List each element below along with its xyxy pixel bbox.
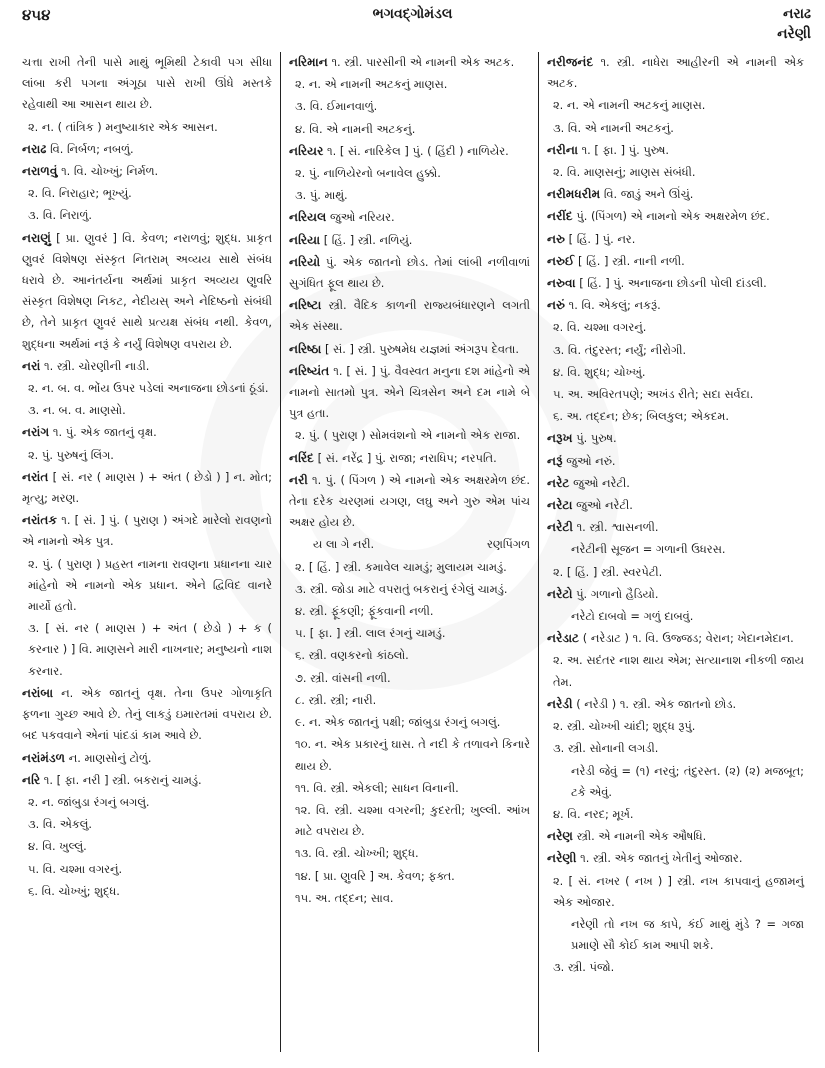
sense-line [547,716,804,737]
usage-example [547,606,804,627]
sense-line [289,601,530,622]
sense-text: ૨. પું. ( પુરાણ ) સોમવંશનો એ નામનો એક રાજા. [295,428,521,443]
example-text: નરેણી તો નખ જ કાપે, કંઈ માથું મુંડે ? = ગજા પ્રમાણે સૌ કોઈ કામ આપી શકે. [571,916,804,953]
definition-text: જુઓ નરેટી. [576,498,633,513]
sense-line [289,163,530,184]
sense-text: ૧૨. વિ. સ્ત્રી. ચશ્મા વગરની; કુદરતી; ખુલ્લી. આંખ માટે વપરાય છે. [295,802,530,839]
headword: નરીજનંદ [547,55,594,69]
sense-line [289,579,530,600]
dictionary-entry [22,510,272,552]
definition-text: ૧. વિ. ચોખ્ખું; નિર્મળ. [61,164,159,179]
definition-text: જુઓ નરું. [566,453,616,468]
headword: નરેટા [547,498,573,513]
sense-text: ૩. [ સં. નર ( માણસ ) + અંત ( છેડો ) + ક ( કરનાર ) ] વિ. માણસને મારી નાખનાર; મનુષ્યનો નાશ કરનાર. [28,621,272,678]
headword: નરીમધરીમ [547,187,601,202]
headword: નરીંદ [547,209,573,224]
dictionary-entry [289,252,530,294]
definition-text: સ્ત્રી. એ નામની એક ઔષધિ. [576,829,707,844]
dictionary-entry [547,295,804,316]
headword: નરાંત [22,469,49,484]
example-text: નરેટો દાબવો = ગળું દાબવું. [571,609,694,624]
sense-line [547,871,804,913]
dictionary-entry [289,141,530,162]
headword: નરાંમંડળ [22,750,66,765]
dictionary-entry [547,495,804,516]
dictionary-columns [22,52,812,1052]
sense-line [547,362,804,383]
definition-text: [ સં. નરેંદ્ર ] પું. રાજા; નરાધિપ; નરપતિ. [317,450,497,465]
headword: નરું [547,298,566,313]
dictionary-entry [22,228,272,355]
dictionary-entry [22,467,272,509]
sense-line [547,738,804,759]
sense-text: ૨. વિ. માણસનું; માણસ સંબંધી. [553,165,696,180]
sense-text: ૨. પું. પુરુષનું લિંગ. [28,447,114,462]
dictionary-entry [289,295,530,337]
sense-line [289,623,530,644]
sense-text: ૨. ન. જાંબુડા રંગનું બગલું. [28,794,150,809]
dictionary-entry [547,140,804,161]
sense-text: ૩. ન. બ. વ. માણસો. [28,403,126,418]
definition-text: પું. ગળાનો હૈડિયો. [576,586,659,601]
dictionary-entry [547,184,804,205]
headword: નરેટો [547,586,573,601]
definition-text: ન. માણસોનું ટોળું. [68,750,152,765]
headword: નરેડાટ [547,631,580,646]
sense-line [22,859,272,880]
guide-word-last: નરેણી [777,26,811,42]
dictionary-entry [547,848,804,869]
dictionary-entry [547,826,804,847]
definition-text: ૧. સ્ત્રી. ચોરણીની નાડી. [44,358,150,373]
definition-text: વિ. નિર્બળ; નબળું. [50,141,134,156]
sense-line [547,957,804,978]
sense-text: ૧૫. અ. તદ્દન; સાવ. [295,890,394,905]
sense-text: ૨. ન. બ. વ. ભોંય ઉપર પડેલાં અનાજના છોડનાં ઠૂંડાં. [28,381,269,396]
sense-line [22,378,272,399]
headword: નરેડી [547,696,573,711]
dictionary-entry [22,748,272,769]
definition-text: પું. પુરુષ. [576,431,617,446]
sense-line [22,836,272,857]
dictionary-entry [22,161,272,182]
continued-text: ચત્તા રાખી તેની પાસે માથું ભૂમિથી ટેકાવી પગ સીધા લાંબા કરી પગના અંગૂઠા પાસે રાખી ઊંધે મસ્તકે રહેવાથી આ આસન થાય છે. [22,55,272,112]
dictionary-entry [289,339,530,360]
sense-text: ૪. સ્ત્રી. ફૂંકણી; ફૂંકવાની નળી. [295,604,434,619]
definition-text: ૧. [ સં. ] પું. ( પુરાણ ) અંગદે મારેલો રાવણનો એ નામનો એક પુત્ર. [22,513,272,549]
dictionary-entry [289,230,530,251]
definition-text: જુઓ નરેટી. [573,475,630,490]
sense-line [289,96,530,117]
sense-text: ૨. અ. સદંતર નાશ થાય એમ; સત્યાનાશ નીકળી જાય તેમ. [553,653,804,689]
headword: નરિ [22,772,41,787]
dictionary-entry [547,273,804,294]
sense-text: ૬. વિ. ચોખ્ખું; શુદ્ધ. [28,883,120,898]
sense-text: ૬. સ્ત્રી. વણકરનો કાંઠલો. [295,648,409,663]
sense-line [547,317,804,338]
sense-line [22,445,272,466]
headword: નરુવા [547,276,576,291]
dictionary-entry [22,683,272,747]
headword: નરાંતક [22,513,58,528]
dictionary-entry [547,52,804,94]
definition-text: સ્ત્રી. વૈદિક કાળની રાજ્યબંધારણને લગતી એક સંસ્થા. [289,298,531,334]
definition-text: ૧. [ સં. નારિકેલ ] પું. ( હિંદી ) નાળિયેર. [327,143,509,158]
definition-text: ૧. [ ફા. ] પું. પુરુષ. [581,142,670,157]
headword: નરેણી [547,851,577,866]
headword: નરિંદ [289,450,314,465]
headword: નરિષ્યંત [289,363,330,378]
headword: નરુઈ [547,253,575,268]
usage-example [547,914,804,956]
example-text: નરેટીની સૂજન = ગળાની ઉધરસ. [571,542,726,557]
sense-line [547,118,804,139]
sense-text: ૫. અ. અવિરતપણે; અખંડ રીતે; સદા સર્વદા. [553,387,754,402]
definition-text: પું. (પિંગળ) એ નામનો એક અક્ષરમેળ છંદ. [576,209,770,224]
sense-text: ૨. ન. એ નામની અટકનું માણસ. [553,98,706,113]
sense-text: ૬. અ. તદ્દન; છેક; બિલકુલ; એકદમ. [553,409,729,424]
headword: નરિયો [289,254,321,269]
definition-text: ( નરેડી ) ૧. સ્ત્રી. એક જાતનો છોડ. [576,696,737,711]
sense-text: ૨. વિ. ચશ્મા વગરનું. [553,320,647,335]
sense-line [547,562,804,583]
sense-line [22,554,272,618]
sense-text: ૪. વિ. નરદ; મૂર્ખ. [553,806,634,821]
sense-text: ૨. ન. ( તાંત્રિક ) મનુષ્યાકાર એક આસન. [28,119,218,134]
headword: નરેટ [547,475,570,490]
sense-text: ૨. વિ. નિરાહાર; ભૂખ્યું. [28,186,132,201]
definition-text: [ સં. ] સ્ત્રી. પુરુષમેધ યજ્ઞમાં અંગરૂપ દેવતા. [324,341,519,356]
headword: નરિષ્ટા [289,298,322,313]
headword: નરાળવું [22,164,58,179]
sense-text: ૧૪. [ પ્રા. ણુવરિ ] અ. કેવળ; ફક્ત. [295,868,455,883]
dictionary-entry [547,694,804,715]
column-2 [280,52,538,1052]
headword: નરાણું [22,230,51,245]
sense-line [22,814,272,835]
guide-word-first: નરાઢ [782,6,811,22]
headword: નરિયર [289,143,324,158]
sense-text: ૩. સ્ત્રી. સોનાની લગડી. [553,741,659,756]
definition-text: [ હિં. ] સ્ત્રી. નળિયું. [323,232,413,247]
sense-text: ૪. વિ. શુદ્ધ; ચોખ્ખું. [553,364,646,379]
headword: નરાંગ [22,425,50,440]
definition-text: ૧. પું. એક જાતનું વૃક્ષ. [52,425,157,440]
dictionary-entry [547,229,804,250]
sense-line [289,668,530,689]
column-1 [22,52,280,1052]
definition-text: ૧. સ્ત્રી. નાધેરા આહીરની એ નામની એક અટક. [547,55,805,91]
definition-text: ૧. સ્ત્રી. એક જાતનું ખેતીનું ઓજાર. [580,851,743,866]
sense-text: ૪. વિ. ખુલ્લું. [28,839,87,854]
example-source: રણપિંગળ [487,537,530,552]
guide-words [777,4,811,44]
dictionary-entry [289,470,530,534]
sense-text: ૫. વિ. ચશ્મા વગરનું. [28,861,123,876]
definition-text: [ સં. નર ( માણસ ) + અંત ( છેડો ) ] ન. મોત; મૃત્યુ; મરણ. [22,469,273,506]
sense-text: ૨. [ હિં. ] સ્ત્રી. સ્વરપેટી. [553,564,663,579]
sense-line [547,95,804,116]
sense-line [547,650,804,692]
sense-text: ૩. વિ. તંદુરસ્ત; નર્યું; નીરોગી. [553,342,687,357]
column-3 [538,52,812,1052]
definition-text: ૧. વિ. એકલું; નકરૂં. [568,298,661,313]
sense-line [289,74,530,95]
headword: નરિષ્ઠા [289,341,322,356]
continuation-text [22,52,272,116]
sense-text: ૨. ન. એ નામની અટકનું માણસ. [295,77,448,92]
headword: નરેટી [547,520,573,535]
definition-text: [ હિં. ] પું. નર. [568,231,636,246]
dictionary-entry [547,517,804,538]
definition-text: જુઓ નરિયર. [329,210,395,225]
sense-text: ૯. ન. એક જાતનું પક્ષી; જાંબુડા રંગનું બગલું. [295,715,501,730]
sense-text: ૩. વિ. એકલું. [28,817,93,832]
sense-text: ૨. પું. નાળિયેરનો બનાવેલ હુક્કો. [295,166,441,181]
headword: નરુ [547,231,566,246]
dictionary-entry [547,428,804,449]
sense-line [22,205,272,226]
definition-text: ૧. [ ફા. નરી ] સ્ત્રી. બકરાનું ચામડું. [43,772,202,787]
usage-example [547,761,804,803]
definition-text: વિ. જાડું અને ઊંચું. [603,187,694,202]
headword: નરિયલ [289,210,327,225]
sense-text: ૨. પું. ( પુરાણ ) પ્રહસ્ત નામના રાવણના પ્રધાનના ચાર માંહેનો એ નામનો એક પ્રધાન. એને દ્વિવિદ વાનરે માર્યો હતો. [28,556,272,614]
headword: નરાઢ [22,141,47,156]
dictionary-entry [289,207,530,228]
sense-text: ૫. [ ફા. ] સ્ત્રી. લાલ રંગનું ચામડું. [295,626,446,641]
usage-example [547,539,804,560]
dictionary-entry [289,448,530,469]
dictionary-entry [547,473,804,494]
sense-line [289,690,530,711]
sense-text: ૧૦. ન. એક પ્રકારનું ઘાસ. તે નદી કે તળાવને કિનારે થાય છે. [295,737,530,773]
sense-text: ૧૧. વિ. સ્ત્રી. એકલી; સાધન વિનાની. [295,780,459,795]
dictionary-entry [22,770,272,791]
dictionary-entry [547,584,804,605]
sense-line [22,792,272,813]
dictionary-entry [547,628,804,649]
sense-text: ૩. પું. માથું. [295,188,348,203]
sense-line [547,406,804,427]
dictionary-entry [547,251,804,272]
definition-text: ન. એક જાતનું વૃક્ષ. તેના ઉપર ગોળાકૃતિ ફળના ગુચ્છ આવે છે. તેનું લાકડું ઇમારતમાં વપરાય છે. બદ પકવવાને એનાં પાંદડાં કામ આવે છે. [22,685,272,743]
sense-line [289,800,530,842]
definition-text: ૧. સ્ત્રી. પારસીની એ નામની એક અટક. [331,55,515,69]
dictionary-entry [289,52,530,73]
sense-line [22,183,272,204]
sense-text: ૪. વિ. એ નામની અટકનું. [295,121,416,136]
headword: નરિમાન [289,55,328,69]
sense-line [547,340,804,361]
dictionary-entry [547,451,804,472]
usage-example [289,534,530,555]
sense-line [22,618,272,682]
definition-text: ( નરેડાટ ) ૧. વિ. ઉજ્જડ; વેરાન; ખેદાનમેદાન. [582,631,794,646]
headword: નરેણ [547,829,574,844]
definition-text: ૧. સ્ત્રી. શ્વાસનળી. [576,520,659,535]
sense-line [22,400,272,421]
sense-line [289,734,530,776]
sense-line [289,888,530,909]
sense-line [547,384,804,405]
sense-line [289,425,530,446]
dictionary-entry [547,206,804,227]
dictionary-entry [22,422,272,443]
sense-text: ૩. વિ. નિરાળું. [28,208,92,223]
dictionary-entry [22,356,272,377]
running-title: ભગવદ્ગોમંડલ [372,6,453,22]
dictionary-entry [22,139,272,160]
headword: નરૂખ [547,431,573,446]
example-text: ય લા ગે નરી. [313,537,375,552]
sense-text: ૭. સ્ત્રી. વાંસની નળી. [295,670,391,685]
sense-line [22,881,272,902]
sense-line [289,557,530,578]
page-header [0,0,825,50]
headword: નરૂં [547,453,563,468]
sense-text: ૩. વિ. એ નામની અટકનું. [553,120,674,135]
definition-text: ૧. [ સં. ] પું. વૈવસ્વત મનુના દશ માંહેનો એ નામનો સાતમો પુત્ર. એને ચિત્રસેન અને દમ નામે બે પુત્ર હતા. [289,363,530,421]
headword: નરી [289,472,308,487]
sense-line [289,866,530,887]
headword: નરીના [547,142,578,157]
definition-text: પું. એક જાતનો છોડ. તેમાં લાંબી નળીવાળાં સુગંધિત ફૂલ થાય છે. [289,254,531,291]
sense-text: ૨. [ સં. નખર ( નખ ) ] સ્ત્રી. નખ કાપવાનું હજામનું એક ઓજાર. [553,873,804,909]
example-text: નરેડી જેવું = (૧) નરવું; તંદુરસ્ત. (૨) (૨) મજબૂત; ટકે એવું. [571,763,804,799]
definition-text: ૧. પું. ( પિંગળ ) એ નામનો એક અક્ષરમેળ છંદ. તેના દરેક ચરણમાં યગણ, લઘુ અને ગુરુ એમ પાંચ અક્ષર હોય છે. [289,472,530,530]
sense-line [289,119,530,140]
sense-text: ૨. સ્ત્રી. ચોખ્ખી ચાંદી; શુદ્ધ રૂપું. [553,719,696,734]
sense-line [547,162,804,183]
headword: નરાંબા [22,685,54,700]
sense-line [289,778,530,799]
sense-text: ૩. વિ. ઈમાનવાળું. [295,99,378,114]
sense-text: ૮. સ્ત્રી. સ્ત્રી; નારી. [295,692,377,707]
sense-line [22,117,272,138]
sense-line [547,804,804,825]
definition-text: [ હિં. ] પું. અનાજના છોડની પોલી દાંડલી. [579,276,767,291]
sense-text: ૧૩. વિ. સ્ત્રી. ચોખ્ખી; શુદ્ધ. [295,846,419,861]
sense-text: ૩. સ્ત્રી. પંજો. [553,960,615,975]
sense-text: ૨. [ હિં. ] સ્ત્રી. કમાવેલ ચામડું; મુલાયમ ચામડું. [295,559,507,574]
sense-text: ૩. સ્ત્રી. જોડા માટે વપરાતું બકરાનું રંગેલું ચામડું. [295,581,508,596]
headword: નરિયા [289,232,321,247]
dictionary-entry [289,361,530,425]
headword: નરાં [22,358,41,373]
sense-line [289,712,530,733]
sense-line [289,645,530,666]
definition-text: [ હિં. ] સ્ત્રી. નાની નળી. [578,253,685,268]
definition-text: [ પ્રા. ણુવરં ] વિ. કેવળ; નરાળવું; શુદ્ધ. પ્રાકૃત ણુવરં વિશેષણ સંસ્કૃત નિતરામ્ અવ્યય સાથે સંબંધ ધરાવે છે. આનંતર્યના અર્થમાં પ્રાકૃત અવ્યય ણુવરિ સંસ્કૃત વિશેષણ નિકટ, નેદીયસ્ અને નેદિષ્ઠનો સંબંધી છે, તેને પ્રાકૃત ણુવરં સાથે પ્રત્યક્ષ સંબંધ નથી. કેવળ, શુદ્ધના અર્થમાં નરૂં કે નર્યું વિશેષણ વપરાય છે. [22,230,272,351]
sense-line [289,843,530,864]
sense-line [289,185,530,206]
page-number: ૪૫૪ [22,6,51,24]
